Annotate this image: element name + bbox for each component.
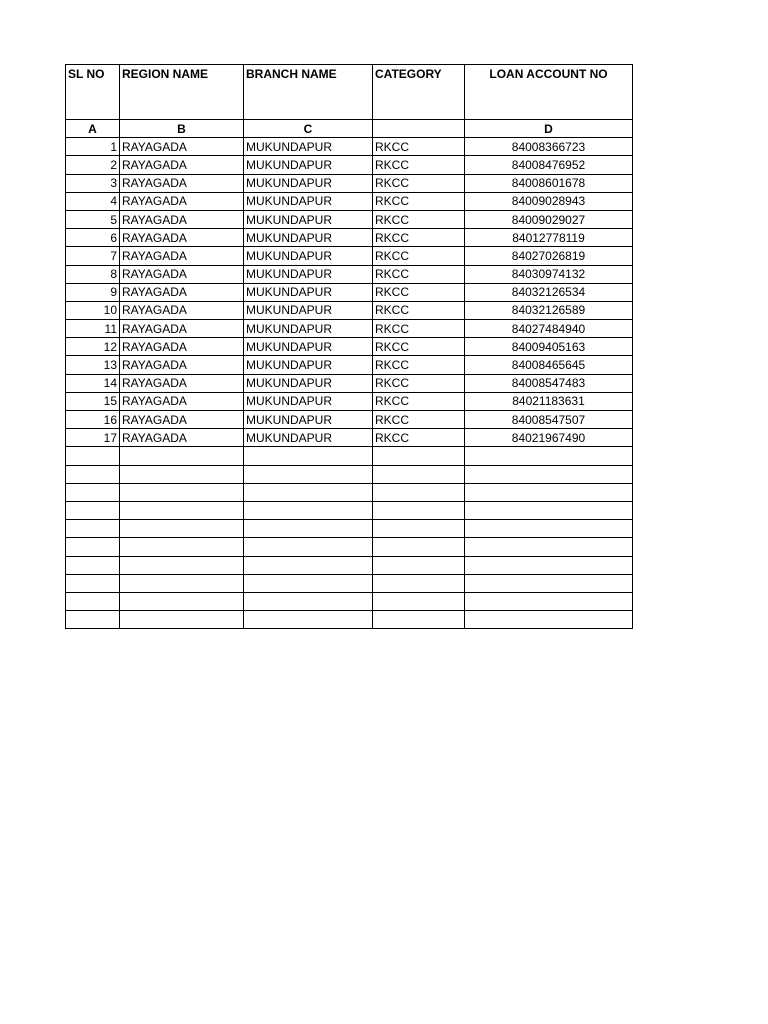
cell-loan-account-no: 84008601678 — [465, 174, 633, 192]
table-row — [66, 374, 633, 392]
cell-loan-account-no: 84030974132 — [465, 265, 633, 283]
empty-row — [66, 538, 633, 556]
table-body — [66, 138, 633, 629]
empty-cell — [244, 538, 373, 556]
empty-cell — [465, 501, 633, 519]
cell-sl-no: 1 — [66, 138, 120, 156]
header-sl-no: SL NO — [66, 65, 120, 120]
table-row — [66, 338, 633, 356]
table-row — [66, 283, 633, 301]
table-row — [66, 356, 633, 374]
empty-row — [66, 483, 633, 501]
empty-cell — [373, 501, 465, 519]
cell-loan-account-no: 84021183631 — [465, 392, 633, 410]
cell-region-name: RAYAGADA — [120, 356, 244, 374]
empty-cell — [373, 611, 465, 629]
empty-cell — [66, 592, 120, 610]
cell-branch-name: MUKUNDAPUR — [244, 229, 373, 247]
cell-sl-no: 17 — [66, 429, 120, 447]
empty-cell — [244, 465, 373, 483]
empty-cell — [120, 447, 244, 465]
cell-category: RKCC — [373, 411, 465, 429]
cell-branch-name: MUKUNDAPUR — [244, 265, 373, 283]
empty-cell — [66, 465, 120, 483]
empty-cell — [465, 465, 633, 483]
column-letter-c: C — [244, 120, 373, 138]
empty-cell — [373, 520, 465, 538]
cell-region-name: RAYAGADA — [120, 320, 244, 338]
empty-cell — [465, 538, 633, 556]
cell-loan-account-no: 84032126589 — [465, 301, 633, 319]
cell-region-name: RAYAGADA — [120, 156, 244, 174]
empty-cell — [120, 556, 244, 574]
cell-category: RKCC — [373, 429, 465, 447]
cell-category: RKCC — [373, 210, 465, 228]
header-row — [66, 65, 633, 120]
cell-category: RKCC — [373, 392, 465, 410]
cell-region-name: RAYAGADA — [120, 429, 244, 447]
empty-row — [66, 465, 633, 483]
cell-region-name: RAYAGADA — [120, 374, 244, 392]
cell-region-name: RAYAGADA — [120, 392, 244, 410]
cell-branch-name: MUKUNDAPUR — [244, 338, 373, 356]
empty-cell — [373, 574, 465, 592]
cell-loan-account-no: 84009028943 — [465, 192, 633, 210]
table-row — [66, 192, 633, 210]
empty-cell — [120, 592, 244, 610]
cell-category: RKCC — [373, 301, 465, 319]
cell-branch-name: MUKUNDAPUR — [244, 138, 373, 156]
cell-category: RKCC — [373, 320, 465, 338]
cell-sl-no: 2 — [66, 156, 120, 174]
empty-cell — [373, 592, 465, 610]
header-category: CATEGORY — [373, 65, 465, 120]
cell-category: RKCC — [373, 156, 465, 174]
empty-cell — [244, 483, 373, 501]
table-row — [66, 138, 633, 156]
cell-sl-no: 9 — [66, 283, 120, 301]
cell-region-name: RAYAGADA — [120, 229, 244, 247]
cell-category: RKCC — [373, 283, 465, 301]
empty-cell — [373, 556, 465, 574]
cell-branch-name: MUKUNDAPUR — [244, 210, 373, 228]
cell-branch-name: MUKUNDAPUR — [244, 374, 373, 392]
empty-cell — [465, 574, 633, 592]
cell-loan-account-no: 84027026819 — [465, 247, 633, 265]
cell-sl-no: 14 — [66, 374, 120, 392]
empty-cell — [66, 501, 120, 519]
empty-cell — [66, 483, 120, 501]
cell-branch-name: MUKUNDAPUR — [244, 411, 373, 429]
cell-loan-account-no: 84012778119 — [465, 229, 633, 247]
empty-cell — [244, 501, 373, 519]
cell-branch-name: MUKUNDAPUR — [244, 192, 373, 210]
empty-cell — [244, 592, 373, 610]
cell-category: RKCC — [373, 229, 465, 247]
empty-cell — [120, 520, 244, 538]
cell-branch-name: MUKUNDAPUR — [244, 247, 373, 265]
cell-category: RKCC — [373, 138, 465, 156]
empty-row — [66, 556, 633, 574]
empty-cell — [465, 483, 633, 501]
empty-cell — [373, 483, 465, 501]
cell-loan-account-no: 84008476952 — [465, 156, 633, 174]
empty-cell — [120, 483, 244, 501]
empty-row — [66, 611, 633, 629]
cell-loan-account-no: 84008465645 — [465, 356, 633, 374]
cell-category: RKCC — [373, 338, 465, 356]
column-letter-blank — [373, 120, 465, 138]
empty-cell — [244, 447, 373, 465]
cell-sl-no: 16 — [66, 411, 120, 429]
table-row — [66, 229, 633, 247]
empty-row — [66, 520, 633, 538]
cell-loan-account-no: 84008547507 — [465, 411, 633, 429]
cell-region-name: RAYAGADA — [120, 338, 244, 356]
empty-cell — [66, 538, 120, 556]
empty-cell — [66, 447, 120, 465]
cell-branch-name: MUKUNDAPUR — [244, 356, 373, 374]
empty-cell — [465, 520, 633, 538]
empty-cell — [465, 592, 633, 610]
table-row — [66, 174, 633, 192]
cell-category: RKCC — [373, 265, 465, 283]
empty-cell — [244, 574, 373, 592]
empty-row — [66, 592, 633, 610]
empty-row — [66, 574, 633, 592]
cell-loan-account-no: 84008547483 — [465, 374, 633, 392]
cell-branch-name: MUKUNDAPUR — [244, 320, 373, 338]
cell-sl-no: 7 — [66, 247, 120, 265]
cell-branch-name: MUKUNDAPUR — [244, 301, 373, 319]
empty-cell — [66, 520, 120, 538]
empty-cell — [373, 447, 465, 465]
empty-cell — [465, 556, 633, 574]
cell-region-name: RAYAGADA — [120, 411, 244, 429]
cell-branch-name: MUKUNDAPUR — [244, 156, 373, 174]
empty-cell — [66, 574, 120, 592]
cell-sl-no: 15 — [66, 392, 120, 410]
cell-category: RKCC — [373, 247, 465, 265]
cell-sl-no: 10 — [66, 301, 120, 319]
cell-branch-name: MUKUNDAPUR — [244, 174, 373, 192]
table-row — [66, 301, 633, 319]
column-letter-b: B — [120, 120, 244, 138]
header-region-name: REGION NAME — [120, 65, 244, 120]
column-letter-d: D — [465, 120, 633, 138]
cell-category: RKCC — [373, 356, 465, 374]
empty-cell — [465, 447, 633, 465]
cell-category: RKCC — [373, 192, 465, 210]
cell-sl-no: 8 — [66, 265, 120, 283]
cell-region-name: RAYAGADA — [120, 174, 244, 192]
empty-cell — [120, 538, 244, 556]
table-row — [66, 392, 633, 410]
table-row — [66, 156, 633, 174]
cell-branch-name: MUKUNDAPUR — [244, 392, 373, 410]
empty-cell — [66, 556, 120, 574]
cell-sl-no: 13 — [66, 356, 120, 374]
cell-sl-no: 5 — [66, 210, 120, 228]
table-row — [66, 320, 633, 338]
cell-region-name: RAYAGADA — [120, 210, 244, 228]
cell-loan-account-no: 84032126534 — [465, 283, 633, 301]
empty-row — [66, 447, 633, 465]
cell-branch-name: MUKUNDAPUR — [244, 429, 373, 447]
cell-region-name: RAYAGADA — [120, 301, 244, 319]
cell-loan-account-no: 84027484940 — [465, 320, 633, 338]
empty-cell — [66, 611, 120, 629]
cell-loan-account-no: 84009029027 — [465, 210, 633, 228]
cell-loan-account-no: 84009405163 — [465, 338, 633, 356]
empty-cell — [465, 611, 633, 629]
cell-region-name: RAYAGADA — [120, 138, 244, 156]
cell-branch-name: MUKUNDAPUR — [244, 283, 373, 301]
empty-cell — [120, 611, 244, 629]
loan-account-table — [65, 64, 633, 629]
cell-region-name: RAYAGADA — [120, 265, 244, 283]
cell-loan-account-no: 84008366723 — [465, 138, 633, 156]
empty-cell — [244, 520, 373, 538]
empty-cell — [373, 538, 465, 556]
cell-sl-no: 6 — [66, 229, 120, 247]
cell-region-name: RAYAGADA — [120, 192, 244, 210]
empty-cell — [120, 574, 244, 592]
column-letter-a: A — [66, 120, 120, 138]
cell-sl-no: 11 — [66, 320, 120, 338]
empty-cell — [120, 501, 244, 519]
empty-cell — [373, 465, 465, 483]
empty-cell — [244, 556, 373, 574]
empty-cell — [120, 465, 244, 483]
cell-region-name: RAYAGADA — [120, 283, 244, 301]
cell-sl-no: 12 — [66, 338, 120, 356]
table-row — [66, 411, 633, 429]
table-row — [66, 210, 633, 228]
cell-sl-no: 3 — [66, 174, 120, 192]
table-row — [66, 429, 633, 447]
header-branch-name: BRANCH NAME — [244, 65, 373, 120]
empty-cell — [244, 611, 373, 629]
cell-sl-no: 4 — [66, 192, 120, 210]
cell-loan-account-no: 84021967490 — [465, 429, 633, 447]
cell-category: RKCC — [373, 174, 465, 192]
table-row — [66, 265, 633, 283]
cell-category: RKCC — [373, 374, 465, 392]
table-row — [66, 247, 633, 265]
empty-row — [66, 501, 633, 519]
column-letter-row — [66, 120, 633, 138]
cell-region-name: RAYAGADA — [120, 247, 244, 265]
header-loan-account-no: LOAN ACCOUNT NO — [465, 65, 633, 120]
